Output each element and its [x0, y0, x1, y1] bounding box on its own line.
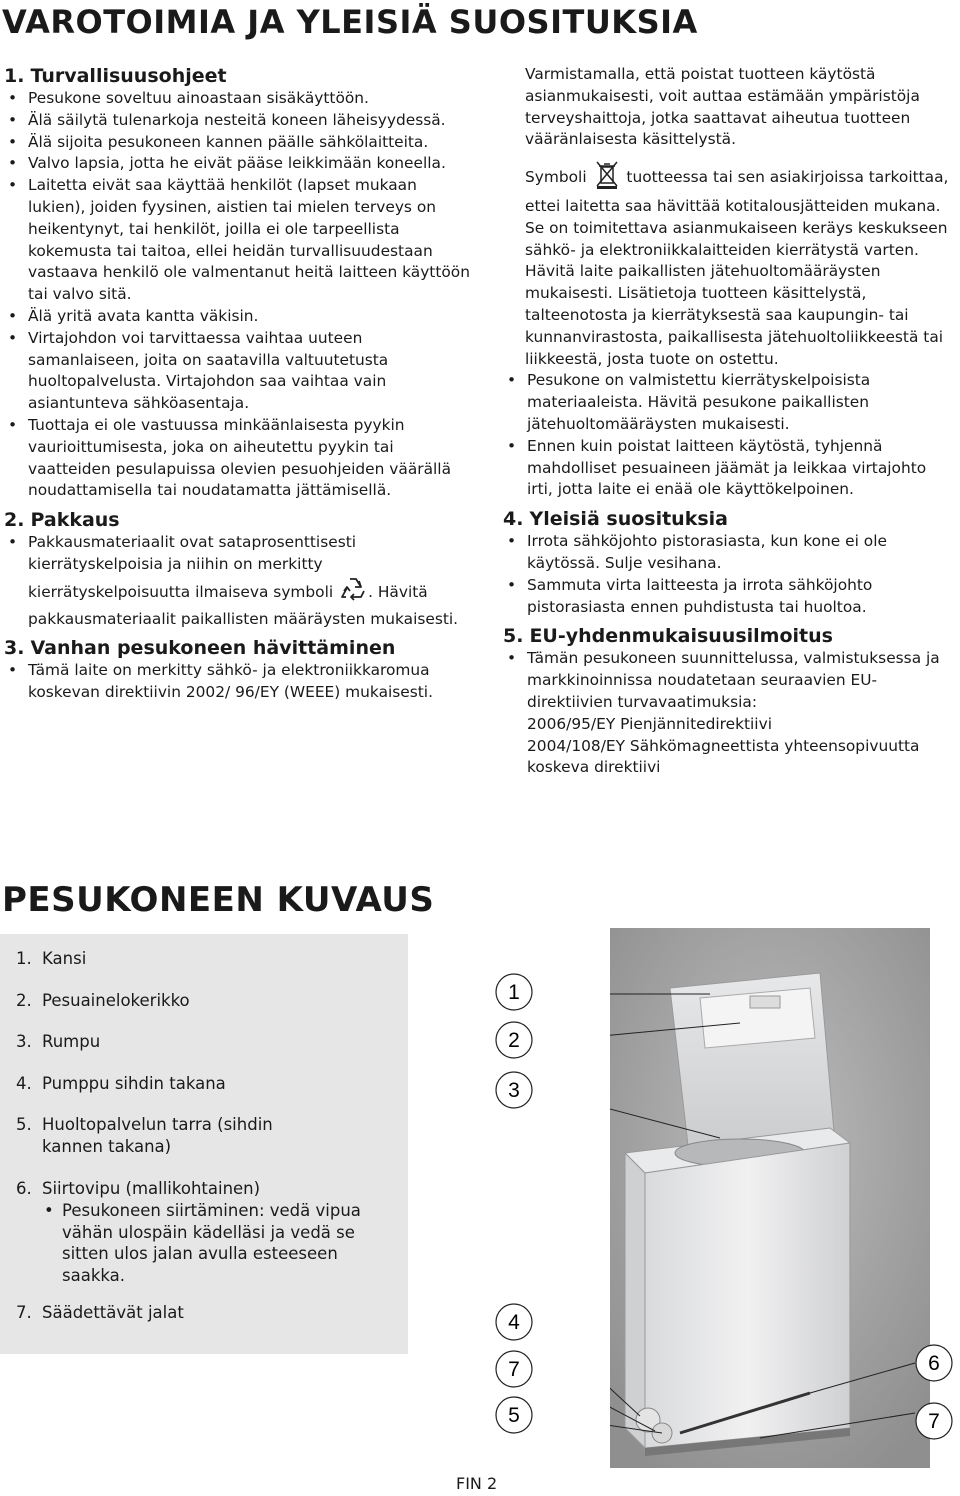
section-1-heading [4, 64, 474, 88]
svg-text:4: 4 [508, 1311, 520, 1334]
section-2-list [4, 532, 474, 630]
svg-text:5: 5 [508, 1404, 520, 1427]
section-4-number: 4. [503, 508, 524, 531]
svg-text:3: 3 [508, 1079, 520, 1102]
list-item: • Älä yritä avata kantta väkisin. [4, 306, 474, 328]
list-item [503, 648, 955, 779]
part-number: 3. [16, 1032, 32, 1051]
weee-text-b: tuotteessa tai sen asiakirjoissa tarkoittaa, ettei laitetta saa hävittää kotitalousjätteiden mukana. Se on toimitettava asianmukaiseen keräys keskukseen sähkö- ja elektroniikkalaitteiden kierrätystä varten. Hävitä laite paikallisten jätehuoltomääräysten mukaisesti. Lisätietoja tuotteen käsittelystä, talteenotosta ja kierrätyksestä saa kaupungin- tai kunnanvirastosta, paikallisesta jätehuoltoliikkeestä tai liikkeestä, josta tuote on ostettu. [525, 168, 949, 368]
part-number: 1. [16, 949, 32, 968]
list-item [4, 532, 474, 630]
part-label: Pesuainelokerikko [42, 991, 190, 1010]
part-number: 6. [16, 1179, 32, 1198]
list-item: • Laitetta eivät saa käyttää henkilöt (lapset mukaan lukien), joiden fyysinen, aistien tai mielen terveys on heikentynyt, tai henkilöt, joilla ei ole tarpeellista kokemusta tai taitoa, ellei heidän turvallisuudestaan vastaava henkilö ole valmentanut heitä laitteen käyttöön tai valvo sitä. [4, 175, 474, 306]
list-item: • Tämä laite on merkitty sähkö- ja elektroniikkaromua koskevan direktiivin 2002/ 96/EY (WEEE) mukaisesti. [4, 660, 474, 704]
section-3-right-list [503, 370, 955, 501]
section-5-heading [503, 624, 955, 648]
right-column [503, 64, 955, 779]
section-2-heading [4, 508, 474, 532]
list-item: • Älä sijoita pesukoneen kannen päälle sähkölaitteita. [4, 132, 474, 154]
part-item [16, 1073, 226, 1095]
part-label: Rumpu [42, 1032, 101, 1051]
section-1-number: 1. [4, 65, 25, 87]
packaging-text-b: . Hävitä pakkausmateriaalit paikallisten määräysten mukaisesti. [28, 582, 459, 628]
list-item: • Ennen kuin poistat laitteen käytöstä, tyhjennä mahdolliset pesuaineen jäämät ja leikkaa virtajohto irti, jotta laite ei enää ole käyttökelpoinen. [503, 436, 955, 501]
part-item [16, 948, 86, 970]
svg-text:7: 7 [508, 1358, 520, 1381]
page-number: FIN 2 [456, 1474, 498, 1493]
part-item [16, 990, 190, 1012]
section-5-list [503, 648, 955, 779]
section-5-number: 5. [503, 625, 524, 648]
svg-text:1: 1 [508, 981, 520, 1004]
svg-text:2: 2 [508, 1029, 520, 1052]
part-label: Pumppu sihdin takana [42, 1074, 226, 1093]
description-title: PESUKONEEN KUVAUS [2, 880, 435, 920]
section-1-list [4, 88, 474, 502]
callout-5 [494, 1395, 534, 1435]
part-item [16, 1114, 326, 1158]
section-4-heading [503, 507, 955, 531]
page-title: VAROTOIMIA JA YLEISIÄ SUOSITUKSIA [2, 3, 698, 41]
part-number: 2. [16, 991, 32, 1010]
section-3-title: Vanhan pesukoneen hävittäminen [30, 637, 396, 660]
list-item: • Pesukone soveltuu ainoastaan sisäkäyttöön. [4, 88, 474, 110]
part-label: Siirtovipu (mallikohtainen) [42, 1179, 261, 1198]
left-column [4, 64, 474, 704]
section-3-list [4, 660, 474, 704]
part-label: Huoltopalvelun tarra (sihdin kannen takana) [42, 1115, 273, 1156]
list-item: • Irrota sähköjohto pistorasiasta, kun kone ei ole käytössä. Sulje vesihana. [503, 531, 955, 575]
callout-6 [914, 1343, 954, 1383]
directive-line: 2004/108/EY Sähkömagneettista yhteensopivuutta koskeva direktiivi [527, 736, 920, 777]
callout-3 [494, 1070, 534, 1110]
part-sub-text: • Pesukoneen siirtäminen: vedä vipua vähän ulospäin kädelläsi ja vedä se sitten ulos jalan avulla esteeseen saakka. [42, 1200, 362, 1287]
section-4-list [503, 531, 955, 618]
section-2-number: 2. [4, 509, 25, 532]
crossed-bin-icon [592, 159, 622, 196]
part-label: Kansi [42, 949, 87, 968]
list-item: • Pesukone on valmistettu kierrätyskelpoisista materiaaleista. Hävitä pesukone paikallisten jätehuoltomääräysten mukaisesti. [503, 370, 955, 435]
callout-7-right [914, 1401, 954, 1441]
list-item: • Virtajohdon voi tarvittaessa vaihtaa uuteen samanlaiseen, joita on saatavilla valtuutetusta huoltopalvelusta. Virtajohdon saa vaihtaa vain asiantunteva sähköasentaja. [4, 328, 474, 415]
list-item: • Valvo lapsia, jotta he eivät pääse leikkimään koneella. [4, 153, 474, 175]
washing-machine-illustration [610, 928, 930, 1468]
svg-text:6: 6 [928, 1352, 940, 1375]
part-label: Säädettävät jalat [42, 1303, 184, 1322]
section-3-heading [4, 636, 474, 660]
disposal-paragraph: Varmistamalla, että poistat tuotteen käytöstä asianmukaisesti, voit auttaa estämään ympäristöja terveyshaittoja, jotka saattavat aiheutua tuotteen vääränlaisesta käsittelystä. [525, 65, 920, 149]
declaration-text: • Tämän pesukoneen suunnittelussa, valmistuksessa ja markkinoinnissa noudatetaan seuraavien EU-direktiivien turvavaatimuksia: [527, 649, 940, 711]
part-number: 5. [16, 1115, 32, 1134]
list-item: • Sammuta virta laitteesta ja irrota sähköjohto pistorasiasta ennen puhdistusta tai huoltoa. [503, 575, 955, 619]
callout-7-left [494, 1349, 534, 1389]
list-item: • Tuottaja ei ole vastuussa minkäänlaisesta pyykin vaurioittumisesta, joka on aiheutettu pyykin tai vaatteiden pesulapuissa olevien pesuohjeiden väärällä noudattamisella tai noudatamatta jättämisellä. [4, 415, 474, 502]
packaging-text-a: Pakkausmateriaalit ovat sataprosenttisesti kierrätyskelpoisia ja niihin on merkitty kierrätyskelpoisuutta ilmaiseva symboli [28, 533, 357, 601]
svg-text:7: 7 [928, 1410, 940, 1433]
directive-line: 2006/95/EY Pienjännitedirektiivi [527, 714, 772, 733]
part-item [16, 1031, 100, 1053]
recycle-icon [338, 576, 368, 609]
section-4-title: Yleisiä suosituksia [529, 508, 728, 531]
section-3-number: 3. [4, 637, 25, 660]
list-item: • Älä säilytä tulenarkoja nesteitä koneen läheisyydessä. [4, 110, 474, 132]
part-number: 7. [16, 1303, 32, 1322]
section-1-title: Turvallisuusohjeet [30, 65, 227, 87]
part-number: 4. [16, 1074, 32, 1093]
section-5-title: EU-yhdenmukaisuusilmoitus [529, 625, 833, 648]
part-item [16, 1178, 376, 1287]
weee-paragraph [503, 159, 955, 370]
part-subitem [16, 1200, 376, 1287]
section-2-title: Pakkaus [30, 509, 120, 532]
callout-2 [494, 1020, 534, 1060]
callout-1 [494, 972, 534, 1012]
weee-text-a: Symboli [525, 168, 587, 187]
part-item [16, 1302, 184, 1324]
callout-4 [494, 1302, 534, 1342]
